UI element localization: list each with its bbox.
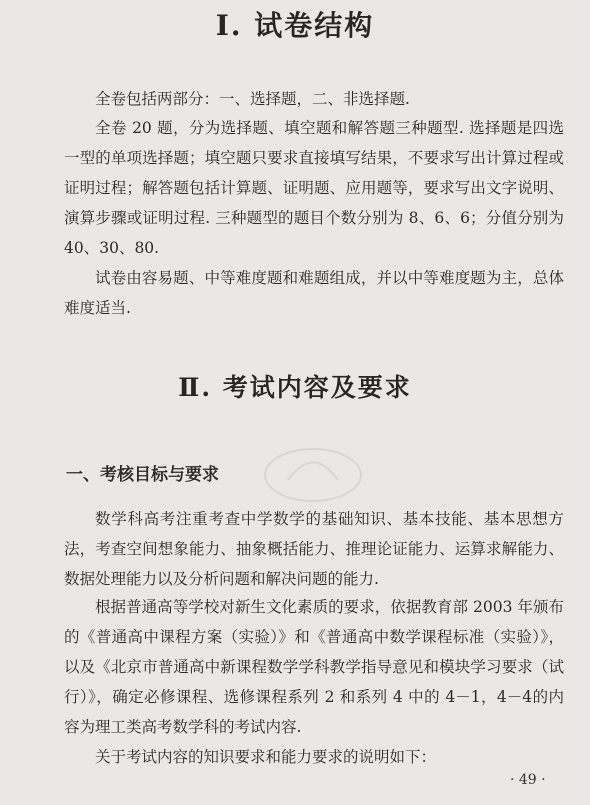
watermark-logo xyxy=(258,440,368,510)
section-title-structure: Ⅰ. 试卷结构 xyxy=(215,9,375,42)
subheading-objectives: 一、考核目标与要求 xyxy=(66,465,219,485)
paragraph-composition: 全卷包括两部分：一、选择题，二、非选择题. xyxy=(95,90,410,108)
paragraph-focus: 数学科高考注重考查中学数学的基础知识、基本技能、基本思想方法，考查空间想象能力、抽象概括能力、推理论证能力、运算求解能力、数据处理能力以及分析问题和解决问题的能力. xyxy=(64,510,564,588)
paragraph-explanation: 关于考试内容的知识要求和能力要求的说明如下： xyxy=(95,748,437,766)
paragraph-difficulty: 试卷由容易题、中等难度题和难题组成，并以中等难度题为主，总体难度适当. xyxy=(64,269,564,317)
paragraph-question-types: 全卷 20 题，分为选择题、填空题和解答题三种题型. 选择题是四选一型的单项选择题；填空题只要求直接填写结果，不要求写出计算过程或证明过程；解答题包括计算题、证明题、应用题等，要求写出文字说明、演算步骤或证明过程. 三种题型的题目个数分别为 8、6、6；分值分别为 40、30、80. xyxy=(64,119,564,257)
page-number: · 49 · xyxy=(510,772,546,788)
paragraph-basis: 根据普通高等学校对新生文化素质的要求，依据教育部 2003 年颁布的《普通高中课程方案（实验）》和《普通高中数学课程标准（实验）》，以及《北京市普通高中新课程数学学科教学指导意见和模块学习要求（试行）》，确定必修课程、选修课程系列 2 和系列 4 中的 4－1，4－4的内容为理工类高考数学科的考试内容. xyxy=(64,598,564,736)
section-title-content: Ⅱ. 考试内容及要求 xyxy=(178,373,412,402)
